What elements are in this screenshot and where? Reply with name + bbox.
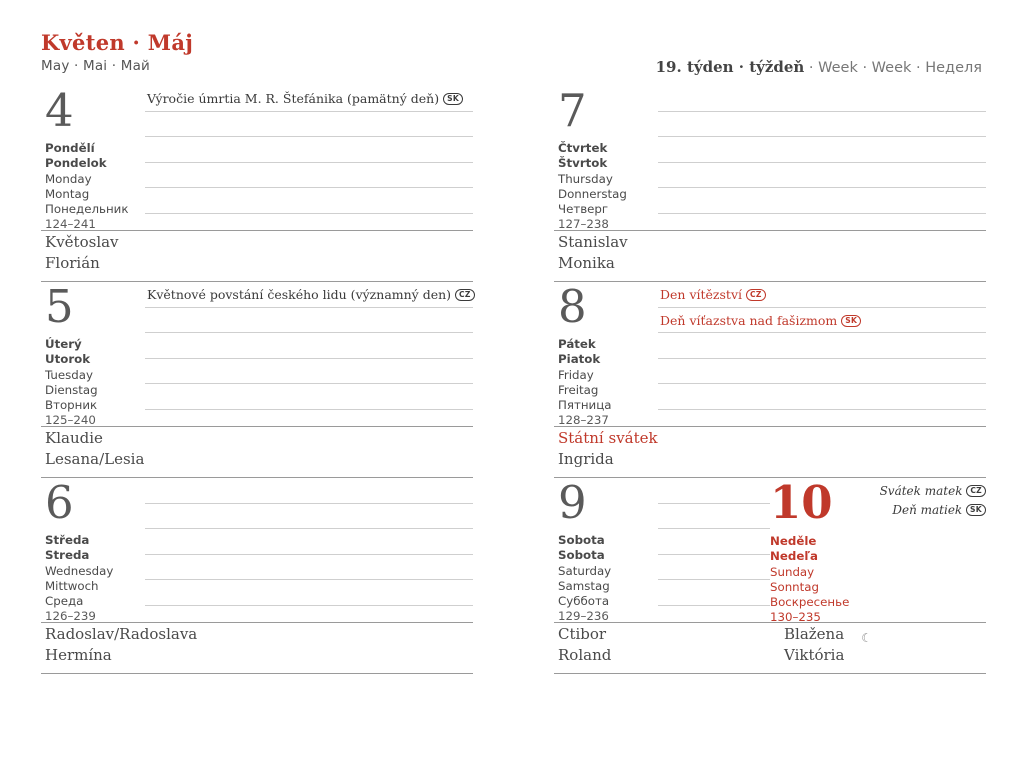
sunday-subcell [770, 476, 986, 626]
event-text: Výročie úmrtia M. R. Štefánika (pamätný deň) [147, 91, 440, 106]
weekday-sk: Nedeľa [770, 549, 818, 564]
day-cell [41, 478, 473, 674]
divider [554, 426, 986, 427]
writing-line[interactable] [145, 504, 473, 530]
weekday-ru: Четверг [558, 202, 609, 217]
writing-line[interactable] [658, 384, 986, 410]
nameday-list [45, 428, 345, 470]
day-cell [554, 282, 986, 478]
writing-line[interactable] [658, 112, 986, 138]
country-tag: CZ [966, 485, 986, 497]
day-of-year: 129–236 [558, 609, 609, 624]
writing-line[interactable] [145, 188, 473, 214]
weekday-de: Dienstag [45, 382, 98, 397]
day-number: 7 [558, 84, 587, 137]
weekday-sk: Streda [45, 548, 90, 563]
writing-line[interactable] [658, 308, 986, 334]
weekday-sk: Štvrtok [558, 156, 608, 171]
writing-line[interactable] [145, 529, 473, 555]
public-holiday-label: Státní svátek [558, 429, 658, 447]
weekday-cs: Úterý [45, 337, 82, 351]
writing-line[interactable] [658, 359, 986, 385]
weekday-ru: Воскресенье [770, 595, 850, 610]
weekday-en: Saturday [558, 563, 612, 578]
nameday-sk: Hermína [45, 646, 112, 664]
nameday-cs: Květoslav [45, 233, 119, 251]
day-of-year: 125–240 [45, 413, 96, 428]
writing-line[interactable] [658, 580, 770, 606]
weekday-en: Tuesday [45, 367, 93, 382]
weekday-sk: Sobota [558, 548, 605, 563]
event-text: Deň matiek [892, 503, 963, 517]
nameday-list [45, 624, 345, 666]
writing-lines[interactable] [145, 282, 473, 410]
week-indicator [656, 58, 982, 76]
weekday-cs: Pondělí [45, 141, 95, 155]
writing-lines[interactable] [658, 86, 986, 214]
country-tag: SK [966, 504, 986, 516]
divider [41, 426, 473, 427]
writing-line[interactable] [145, 580, 473, 606]
month-title: Květen · Máj [41, 30, 194, 55]
weekday-de: Samstag [558, 578, 610, 593]
week-languages-label: · Week · Week · Неделя [808, 60, 982, 76]
month-heading [41, 30, 193, 74]
weekday-cs: Sobota [558, 533, 605, 547]
nameday-list [558, 428, 858, 470]
writing-line[interactable] [145, 384, 473, 410]
writing-line[interactable] [145, 333, 473, 359]
writing-line[interactable] [145, 112, 473, 138]
weekday-ru: Пятница [558, 398, 612, 413]
writing-line[interactable] [145, 359, 473, 385]
weekday-ru: Понедельник [45, 202, 129, 217]
left-day-column [41, 86, 473, 674]
writing-line[interactable] [145, 555, 473, 581]
writing-line[interactable] [658, 163, 986, 189]
divider [41, 230, 473, 231]
nameday-list [558, 624, 758, 666]
nameday-cs: Radoslav/Radoslava [45, 625, 198, 643]
week-number-label: 19. týden · týždeň [655, 58, 805, 76]
writing-line[interactable] [658, 529, 770, 555]
nameday-cs: Blažena [784, 625, 845, 643]
weekday-de: Sonntag [770, 579, 820, 594]
writing-line[interactable] [658, 504, 770, 530]
day-of-year: 126–239 [45, 609, 96, 624]
writing-line[interactable] [658, 478, 770, 504]
nameday-list [558, 232, 858, 274]
nameday-cs: Ctibor [558, 625, 607, 643]
weekday-sk: Utorok [45, 352, 91, 367]
weekday-sk: Pondelok [45, 156, 107, 171]
weekday-ru: Вторник [45, 398, 98, 413]
day-cell [554, 86, 986, 282]
writing-line[interactable] [658, 333, 986, 359]
writing-line[interactable] [145, 308, 473, 334]
writing-line[interactable] [145, 137, 473, 163]
country-tag: SK [443, 93, 463, 105]
event-text: Deň víťazstva nad fašizmom [660, 312, 838, 328]
day-of-year: 124–241 [45, 217, 96, 232]
day-cell [41, 86, 473, 282]
writing-lines[interactable] [658, 478, 770, 606]
weekday-cs: Čtvrtek [558, 141, 608, 155]
day-of-year: 128–237 [558, 413, 609, 428]
month-subtitle: May · Mai · Май [41, 58, 151, 74]
nameday-sk: Viktória [784, 646, 845, 664]
divider [554, 622, 986, 623]
weekday-de: Mittwoch [45, 578, 99, 593]
nameday-sk: Roland [558, 646, 612, 664]
weekday-en: Thursday [558, 171, 613, 186]
nameday-cs: Klaudie [45, 429, 103, 447]
nameday-sk: Ingrida [558, 450, 614, 468]
writing-lines[interactable] [658, 282, 986, 410]
writing-line[interactable] [658, 555, 770, 581]
writing-line[interactable] [658, 86, 986, 112]
weekend-day-cell [554, 478, 986, 674]
page-header [0, 0, 1024, 82]
writing-line[interactable] [145, 478, 473, 504]
day-number: 5 [45, 280, 74, 333]
nameday-sk: Lesana/Lesia [45, 450, 145, 468]
nameday-list-sunday [784, 624, 984, 666]
weekday-de: Donnerstag [558, 186, 627, 201]
country-tag: CZ [746, 289, 766, 301]
weekday-names [770, 534, 986, 626]
weekday-en: Monday [45, 171, 92, 186]
weekday-cs: Pátek [558, 337, 596, 351]
writing-line[interactable] [658, 137, 986, 163]
weekday-de: Montag [45, 186, 90, 201]
writing-lines[interactable] [145, 478, 473, 606]
divider [554, 230, 986, 231]
weekday-ru: Среда [45, 594, 84, 609]
nameday-list [45, 232, 345, 274]
writing-line[interactable] [145, 282, 473, 308]
country-tag: CZ [455, 289, 475, 301]
writing-line[interactable] [145, 163, 473, 189]
nameday-cs: Stanislav [558, 233, 628, 251]
day-number: 8 [558, 280, 587, 333]
day-of-year: 127–238 [558, 217, 609, 232]
day-number: 9 [558, 476, 587, 529]
weekday-sk: Piatok [558, 352, 601, 367]
weekday-en: Wednesday [45, 563, 114, 578]
writing-line[interactable] [658, 282, 986, 308]
weekday-en: Friday [558, 367, 594, 382]
weekday-cs: Neděle [770, 534, 817, 548]
writing-line[interactable] [145, 86, 473, 112]
writing-lines[interactable] [145, 86, 473, 214]
event-text: Den vítězství [660, 287, 743, 302]
nameday-sk: Florián [45, 254, 100, 272]
writing-line[interactable] [658, 188, 986, 214]
country-tag: SK [841, 315, 861, 327]
day-number: 6 [45, 476, 74, 529]
right-day-column [554, 86, 986, 674]
day-cell [41, 282, 473, 478]
day-of-year: 130–235 [770, 610, 821, 625]
divider [41, 622, 473, 623]
nameday-sk: Monika [558, 254, 615, 272]
day-number: 10 [770, 476, 833, 529]
event-text: Svátek matek [879, 484, 963, 498]
event-text: Květnové povstání českého lidu (významný den) [147, 287, 452, 302]
moon-phase-icon: ☾ [861, 631, 872, 645]
weekday-en: Sunday [770, 564, 815, 579]
weekday-ru: Суббота [558, 594, 610, 609]
weekday-de: Freitag [558, 382, 599, 397]
day-number: 4 [45, 84, 74, 137]
weekday-cs: Středa [45, 533, 90, 547]
